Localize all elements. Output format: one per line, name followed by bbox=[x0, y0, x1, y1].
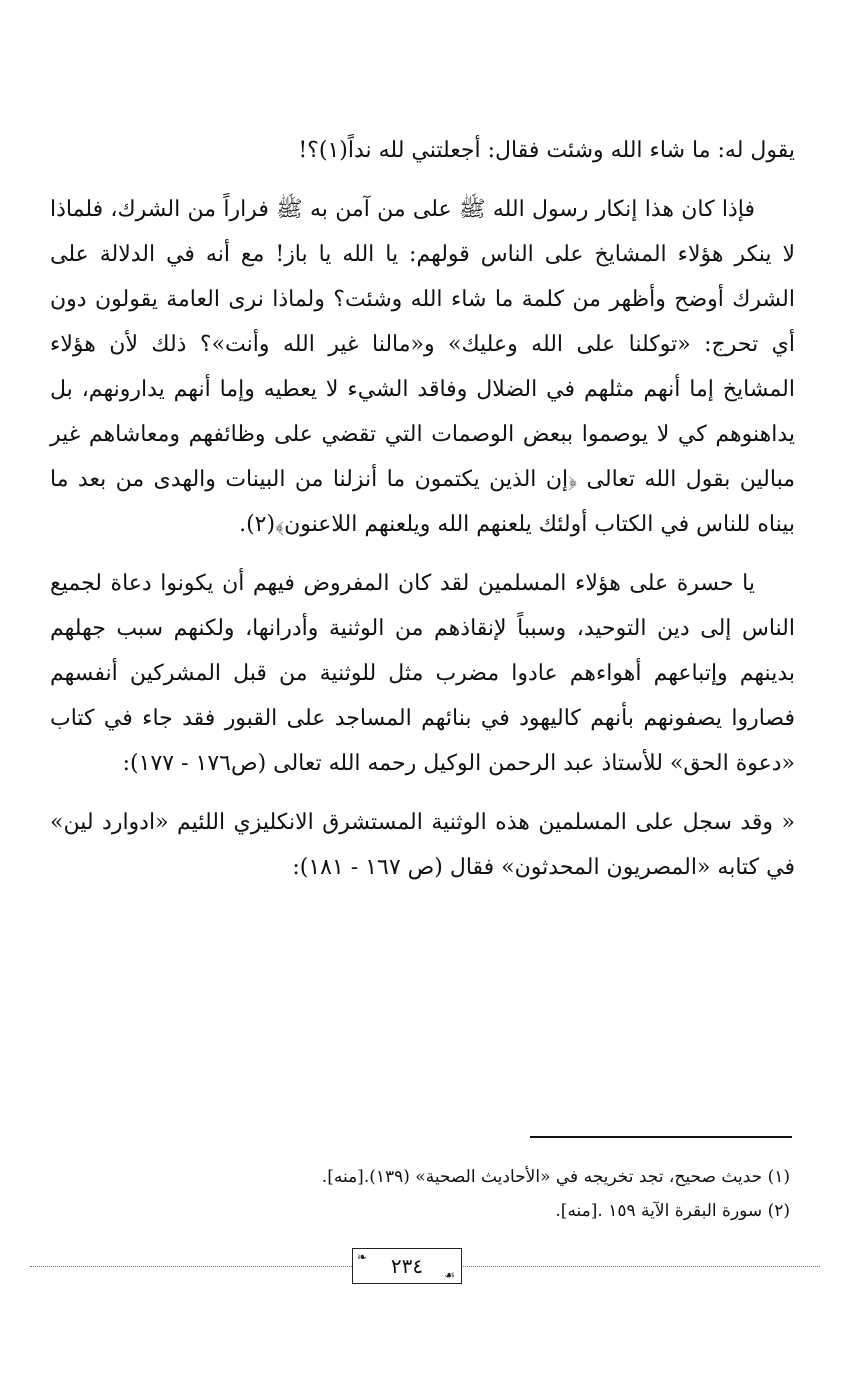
footnote-2: (٢) سورة البقرة الآية ١٥٩ .[منه]. bbox=[555, 1201, 790, 1221]
page-number: ٢٣٤ bbox=[390, 1254, 424, 1278]
footnote-1: (١) حديث صحيح، تجد تخريجه في «الأحاديث الصحية» (١٣٩).[منه]. bbox=[321, 1167, 790, 1187]
ornament-icon: ❧ bbox=[357, 1250, 370, 1264]
paragraph-2: فإذا كان هذا إنكار رسول الله ﷺ على من آمن به ﷺ فراراً من الشرك، فلماذا لا ينكر هؤلاء المشايخ على الناس قولهم: يا الله يا باز! مع أنه في الدلالة على الشرك أوضح وأظهر من كلمة ما شاء الله وشئت؟ ولماذا نرى العامة يقولون دون أي تحرج: «توكلنا على الله وعليك» و«مالنا غير الله وأنت»؟ ذلك لأن هؤلاء المشايخ إما أنهم مثلهم في الضلال وفاقد الشيء لا يعطيه وإما أنهم يدارونهم، بل يداهنوهم كي لا يوصموا ببعض الوصمات التي تقضي على وظائفهم ومعاشاهم غير مبالين بقول الله تعالى ﴿إن الذين يكتمون ما أنزلنا من البينات والهدى من بعد ما بيناه للناس في الكتاب أولئك يلعنهم الله ويلعنهم اللاعنون﴾(٢). bbox=[50, 197, 795, 537]
footnotes bbox=[50, 1160, 790, 1228]
paragraph-1: يقول له: ما شاء الله وشئت فقال: أجعلتني لله نداً(١)؟! bbox=[298, 138, 795, 163]
page-number-frame bbox=[352, 1248, 462, 1284]
paragraph-3: يا حسرة على هؤلاء المسلمين لقد كان المفروض فيهم أن يكونوا دعاة لجميع الناس إلى دين التوحيد، وسبباً لإنقاذهم من الوثنية وأدرانها، ولكنهم سبب جهلهم بدينهم وإتباعهم أهواءهم عادوا مضرب مثل للوثنية من قبل المشركين أنفسهم فصاروا يصفونهم بأنهم كاليهود في بنائهم المساجد على القبور فقد جاء في كتاب «دعوة الحق» للأستاذ عبد الرحمن الوكيل رحمه الله تعالى (ص١٧٦ - ١٧٧): bbox=[50, 571, 795, 776]
footnote-separator bbox=[530, 1136, 792, 1138]
paragraph-4: « وقد سجل على المسلمين هذه الوثنية المستشرق الانكليزي اللئيم «ادوارد لين» في كتابه «المصريون المحدثون» فقال (ص ١٦٧ - ١٨١): bbox=[50, 810, 795, 880]
body-text bbox=[50, 128, 795, 904]
ornament-icon: ☙ bbox=[444, 1268, 457, 1282]
